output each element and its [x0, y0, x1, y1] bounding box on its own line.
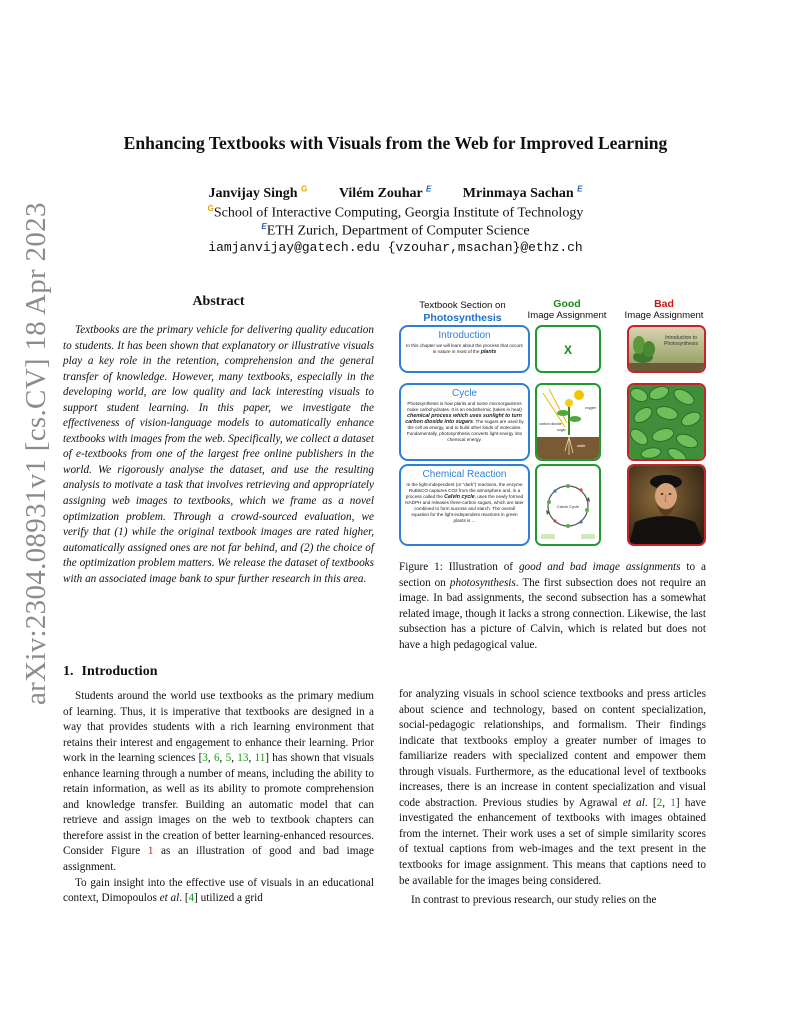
citation-link[interactable]: 6 [213, 752, 220, 765]
figure-1 [396, 296, 710, 550]
citation-link[interactable]: 5 [225, 752, 232, 765]
citation-link[interactable]: 4 [188, 892, 195, 905]
intro-body [63, 689, 374, 907]
author-3: Mrinmaya Sachan $^E$ [462, 184, 583, 201]
figure-1-caption: Figure 1: Illustration of good and bad image assignments to a section on photosynthesis. The first subsection does not require an image. In bad assignments, the second subsection has a somewhat related image, though it lacks a strong connection. Likewise, the last subsection has a picture of Calvin, which is related but does not have a high pedagogical value. [399, 561, 707, 651]
affiliation-1: $^G$School of Interactive Computing, Georgia Institute of Technology [207, 204, 584, 221]
bad-assignment-introduction-image [627, 325, 706, 373]
citation-link[interactable]: 2 [656, 796, 663, 809]
photosynthesis-diagram-image [537, 385, 599, 459]
intro-paragraph-1: Students around the world use textbooks as the primary medium of learning. Thus, it is imperative that textbooks are designed in a way that provides students with a rich learning environment that retains their interest and engagement to enhance their learning. Prior work in the learning sciences [3, 6, 5, 13, 11] has shown that visuals enhance learning through a number of means, including the ability to retain information, as well as its ability to promote comprehension and knowledge transfer. Building an automatic model that can retrieve and assign images on the web to textbook chapters can therefore assist in the creation of better learning-enhanced resources. Consider Figure 1 as an illustration of good and bad image assignment. [63, 690, 375, 874]
good-assignment-cycle-image [535, 383, 601, 461]
citation-link[interactable]: 13 [237, 752, 249, 765]
author-1: Janvijay Singh $^G$ [208, 184, 308, 201]
plant-cells-micrograph-image [629, 385, 704, 459]
diagram-label: sugar [557, 428, 566, 432]
section-box-introduction: Introduction In this chapter we will learn about the process that occurs in nature in most of the plants [399, 325, 530, 373]
citation-link[interactable]: 1 [670, 796, 676, 809]
calvin-cycle-diagram-image [537, 466, 599, 544]
bad-intro-image-text: Introduction to Photosynthesis [664, 335, 698, 347]
right-paragraph-1: for analyzing visuals in school science textbooks and press articles about science and technology, based on content specialization, social-pedagogic relationships, and formalism. Their findings indicate that textbooks employ a greater number of images to familiarize readers with specialized content and empower them through visuals. Furthermore, as the educational level of textbooks increases, there is an increase in content specialization and visual code abstraction. Previous studies by Agrawal et al. [2, 1] have investigated the enhancement of textbooks with images obtained from the internet. Their work uses a set of simple similarity scores of textual captions from web-images and the text present in the textbooks for image assignment. This means that captions need to be available for the images being considered. [399, 688, 706, 887]
section-box-chemical-reaction: Chemical Reaction In the light-independent (or "dark") reactions, the enzyme RuBisCO captures CO2 from the atmosphere and, in a process called the Calvin cycle, uses the newly formed NADPH and releases three-carbon sugars, which are later combined to form sucrose and starch. The overall equation for the light-independent reactions in green plants is ... [399, 464, 530, 546]
arxiv-side-banner: arXiv:2304.08931v1 [cs.CV] 18 Apr 2023 [20, 202, 52, 705]
figure-col-header-section: Textbook Section on Photosynthesis [419, 300, 506, 324]
bad-assignment-cycle-image [627, 383, 706, 461]
diagram-label: oxygen [585, 406, 597, 410]
diagram-label: water [577, 444, 586, 448]
section-heading-introduction: 1. Introduction [63, 664, 158, 679]
affiliation-2: $^E$ETH Zurich, Department of Computer Science [261, 222, 530, 239]
plant-illustration-image [629, 327, 704, 371]
diagram-label: carbon dioxide [539, 422, 562, 426]
intro-paragraph-2: To gain insight into the effective use of visuals in an educational context, Dimopoulos et al. [4] utilized a grid [63, 876, 374, 905]
right-paragraph-2: In contrast to previous research, our study relies on the [411, 894, 657, 907]
right-column-body [399, 687, 706, 909]
abstract-heading: Abstract [192, 294, 245, 309]
diagram-label: Calvin Cycle [556, 504, 580, 509]
portrait-of-calvin-image [629, 466, 704, 544]
figure-ref-link[interactable]: 1 [147, 845, 154, 858]
bad-assignment-chemical-reaction-image [627, 464, 706, 546]
figure-col-header-bad: Bad Image Assignment [624, 298, 704, 321]
figure-col-header-good: Good Image Assignment [527, 298, 607, 321]
author-2: Vilém Zouhar $^E$ [338, 184, 432, 201]
citation-link[interactable]: 3 [202, 752, 208, 765]
good-assignment-introduction [535, 325, 601, 373]
abstract-text: Textbooks are the primary vehicle for delivering quality education to students. It has been shown that explanatory or illustrative visuals play a key role in the retention, comprehension and the general transfer of knowledge. However, many textbooks, especially in the developing world, are low quality and lack interesting visuals to support student learning. In this paper, we investigate the effectiveness of vision-language models to automatically enhance textbooks with images from the web. Specifically, we collect a dataset of e-textbooks from one of the largest free online publishers in the world. We rigorously analyse the dataset, and use the resulting analysis to motivate a task that involves retrieving and appropriately assigning web images to textbooks, which we frame as a novel optimization problem. Through a crowd-sourced evaluation, we verify that (1) while the original textbook images are rated higher, automatically assigned ones are not far behind, and (2) the choice of the optimization problem matters. We release the dataset of textbooks with an associated image bank to spur further research in this area. [63, 324, 374, 585]
citation-link[interactable]: 11 [254, 752, 266, 765]
author-emails: iamjanvijay@gatech.edu {vzouhar,msachan}@ethz.ch [208, 240, 583, 255]
no-image-x-mark: X [563, 343, 572, 357]
good-assignment-chemical-reaction-image [535, 464, 601, 546]
paper-title: Enhancing Textbooks with Visuals from the Web for Improved Learning [123, 133, 668, 153]
author-list [0, 184, 791, 202]
section-box-cycle: Cycle Photosynthesis is how plants and some microorganisms make carbohydrates. It is an endothermic (takes in heat) chemical process which uses sunlight to turn carbon dioxide into sugars. The sugars are used by the cell as energy, and to build other kinds of molecules. Fundamentally, photosynthesis converts light energy into chemical energy. [399, 383, 530, 461]
